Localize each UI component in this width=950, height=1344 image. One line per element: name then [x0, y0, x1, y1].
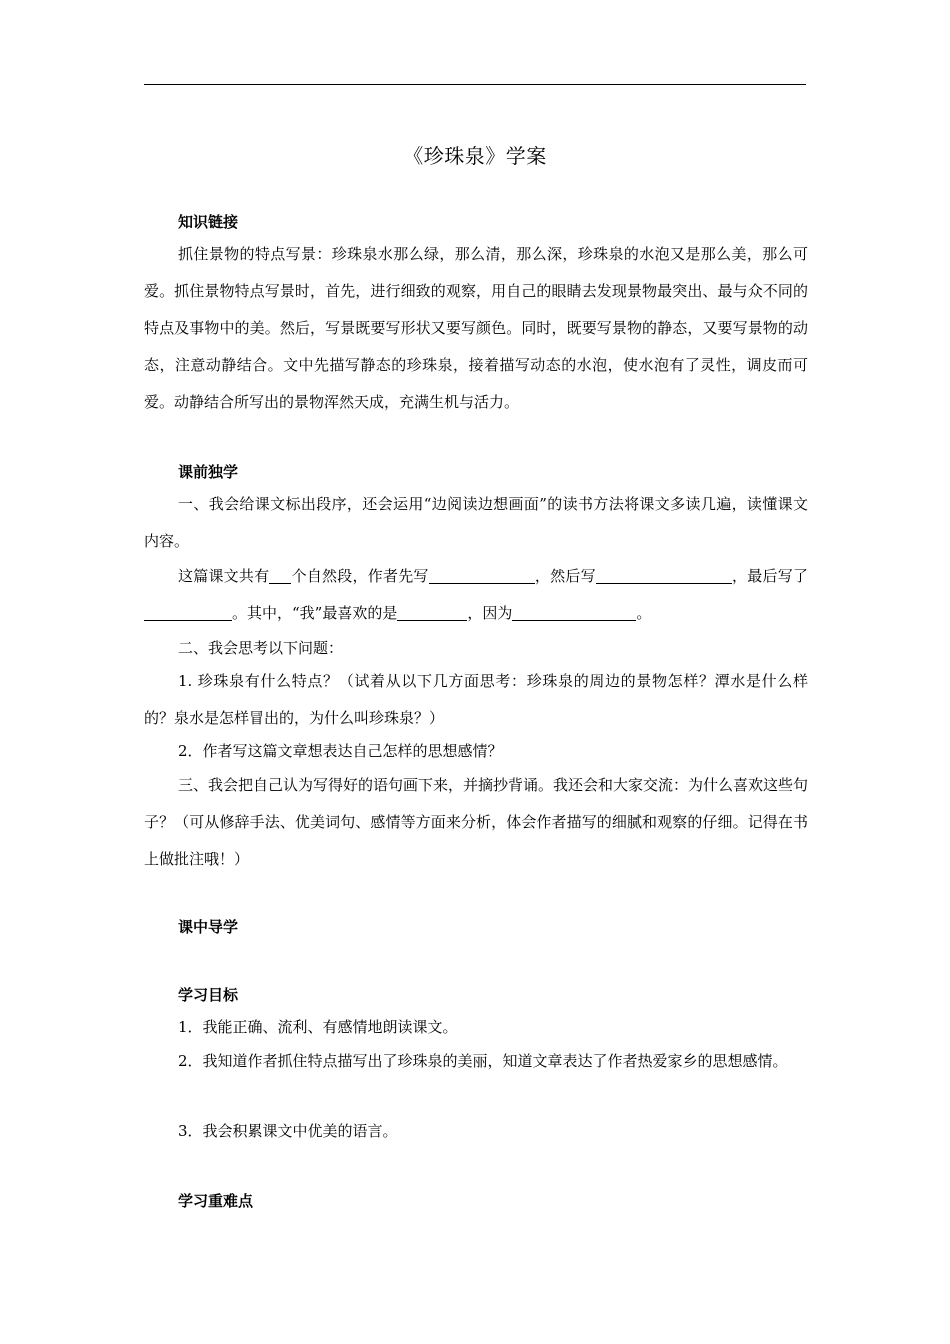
goal-3: 3．我会积累课文中优美的语言。: [178, 1122, 398, 1140]
fill-text-5: 。其中，“我”最喜欢的是: [232, 604, 398, 622]
blank-then-written[interactable]: [596, 567, 732, 584]
goal-2: 2．我知道作者抓住特点描写出了珍珠泉的美丽，知道文章表达了作者热爱家乡的思想感情。: [178, 1052, 788, 1070]
section-heading-goals: 学习目标: [178, 986, 239, 1004]
preclass-item-2: 二、我会思考以下问题：: [178, 639, 344, 657]
preclass-item-1: 一、我会给课文标出段序，还会运用“边阅读边想画面”的读书方法将课文多读几遍，读懂课文内容。: [144, 495, 808, 550]
fill-text-7: 。: [636, 604, 652, 622]
blank-favorite[interactable]: [397, 604, 467, 621]
question-1: 1. 珍珠泉有什么特点？（试着从以下几方面思考：珍珠泉的周边的景物怎样？潭水是什么样的？泉水是怎样冒出的，为什么叫珍珠泉？）: [144, 672, 808, 727]
fill-in-paragraph: [144, 558, 808, 632]
blank-first-written[interactable]: [429, 567, 535, 584]
blank-paragraph-count[interactable]: [269, 567, 291, 584]
section-heading-keypoints: 学习重难点: [178, 1192, 254, 1210]
document-title: 《珍珠泉》学案: [403, 144, 547, 168]
section-heading-preclass: 课前独学: [178, 463, 239, 481]
section-heading-knowledge: 知识链接: [178, 213, 239, 231]
fill-text-4: ，最后写了: [731, 567, 808, 585]
question-2: 2．作者写这篇文章想表达自己怎样的思想感情？: [178, 742, 503, 760]
blank-last-written[interactable]: [144, 604, 232, 621]
knowledge-paragraph: 抓住景物的特点写景：珍珠泉水那么绿，那么清，那么深，珍珠泉的水泡又是那么美，那么可爱。抓住景物特点写景时，首先，进行细致的观察，用自己的眼睛去发现景物最突出、最与众不同的特点及事物中的美。然后，写景既要写形状又要写颜色。同时，既要写景物的静态，又要写景物的动态，注意动静结合。文中先描写静态的珍珠泉，接着描写动态的水泡，使水泡有了灵性，调皮而可爱。动静结合所写出的景物浑然天成，充满生机与活力。: [144, 245, 808, 411]
fill-text-3: ，然后写: [534, 567, 596, 585]
fill-text-6: ，因为: [467, 604, 513, 622]
preclass-item-3: 三、我会把自己认为写得好的语句画下来，并摘抄背诵。我还会和大家交流：为什么喜欢这些句子？（可从修辞手法、优美词句、感情等方面来分析，体会作者描写的细腻和观察的仔细。记得在书上做批注哦！）: [144, 776, 809, 868]
goal-1: 1．我能正确、流利、有感情地朗读课文。: [178, 1018, 458, 1036]
blank-reason[interactable]: [512, 604, 636, 621]
fill-text-1: 这篇课文共有: [178, 567, 270, 585]
header-rule: [144, 84, 806, 85]
section-heading-inclass: 课中导学: [178, 918, 239, 936]
fill-text-2: 个自然段，作者先写: [291, 567, 429, 585]
